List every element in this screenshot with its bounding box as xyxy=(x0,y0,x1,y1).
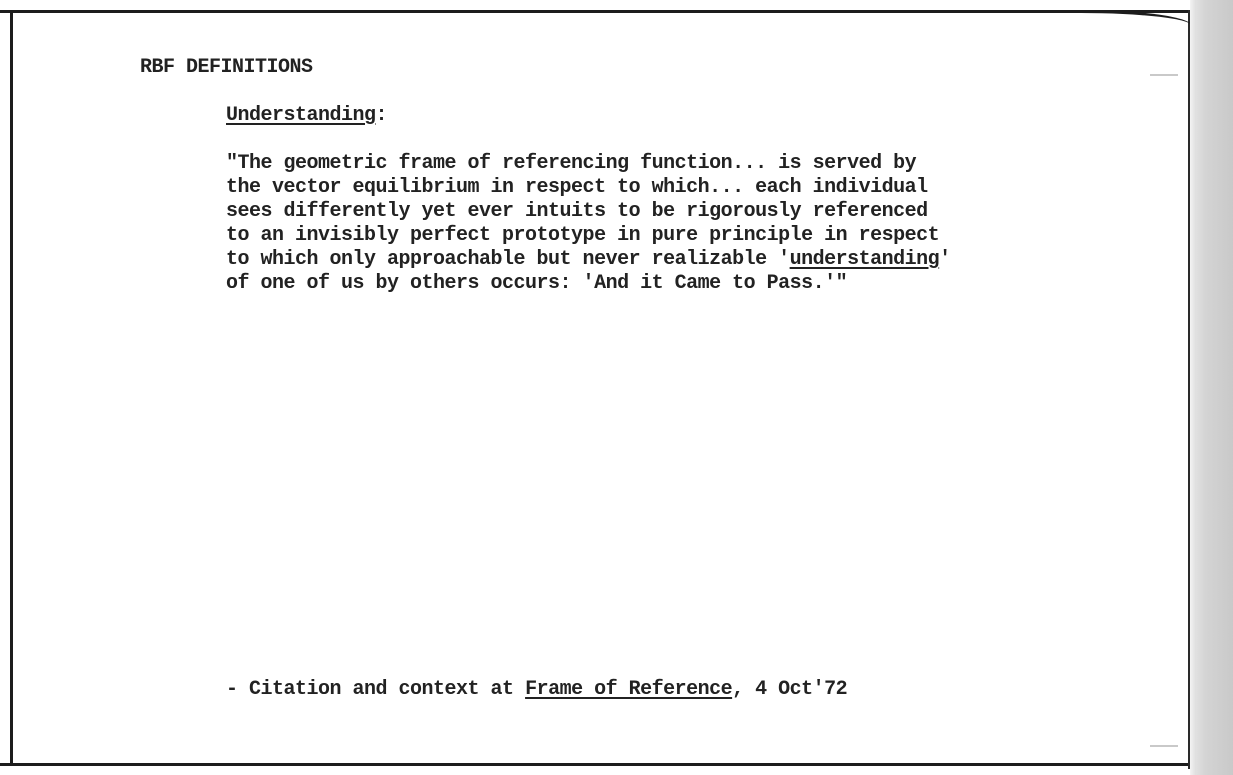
citation-date: , 4 Oct'72 xyxy=(732,678,848,701)
definition-term xyxy=(226,104,387,128)
page-title: RBF DEFINITIONS xyxy=(140,56,313,79)
frame-tick-top-left xyxy=(0,10,10,13)
scan-edge-strip xyxy=(1190,0,1233,775)
quote-line-1: "The geometric frame of referencing function... is served by xyxy=(226,152,917,175)
quote-underlined-term: understanding xyxy=(789,248,940,271)
citation-prefix: - Citation and context at xyxy=(226,678,526,701)
scan-mark-top-right xyxy=(1150,74,1178,76)
frame-tick-bottom-left xyxy=(0,763,10,766)
quote-line-4: to an invisibly perfect prototype in pure principle in respect xyxy=(226,224,940,247)
quote-line-3: sees differently yet ever intuits to be rigorously referenced xyxy=(226,200,928,223)
definition-term-colon: : xyxy=(375,104,388,127)
quote-line-5-post: ' xyxy=(939,248,951,271)
index-card xyxy=(10,10,1188,766)
quote-line-6: of one of us by others occurs: 'And it Came to Pass.'" xyxy=(226,272,848,295)
quote-line-5-pre: to which only approachable but never realizable ' xyxy=(226,248,790,271)
quote-line-2: the vector equilibrium in respect to which... each individual xyxy=(226,176,928,199)
citation-link-frame-of-reference[interactable]: Frame of Reference xyxy=(525,678,733,701)
scan-mark-bottom-right xyxy=(1150,745,1178,747)
definition-quote xyxy=(226,152,951,296)
definition-term-word: Understanding xyxy=(226,104,376,127)
quote-line-5 xyxy=(226,248,951,272)
citation xyxy=(226,678,847,702)
scan-edge-shade xyxy=(1190,0,1196,775)
